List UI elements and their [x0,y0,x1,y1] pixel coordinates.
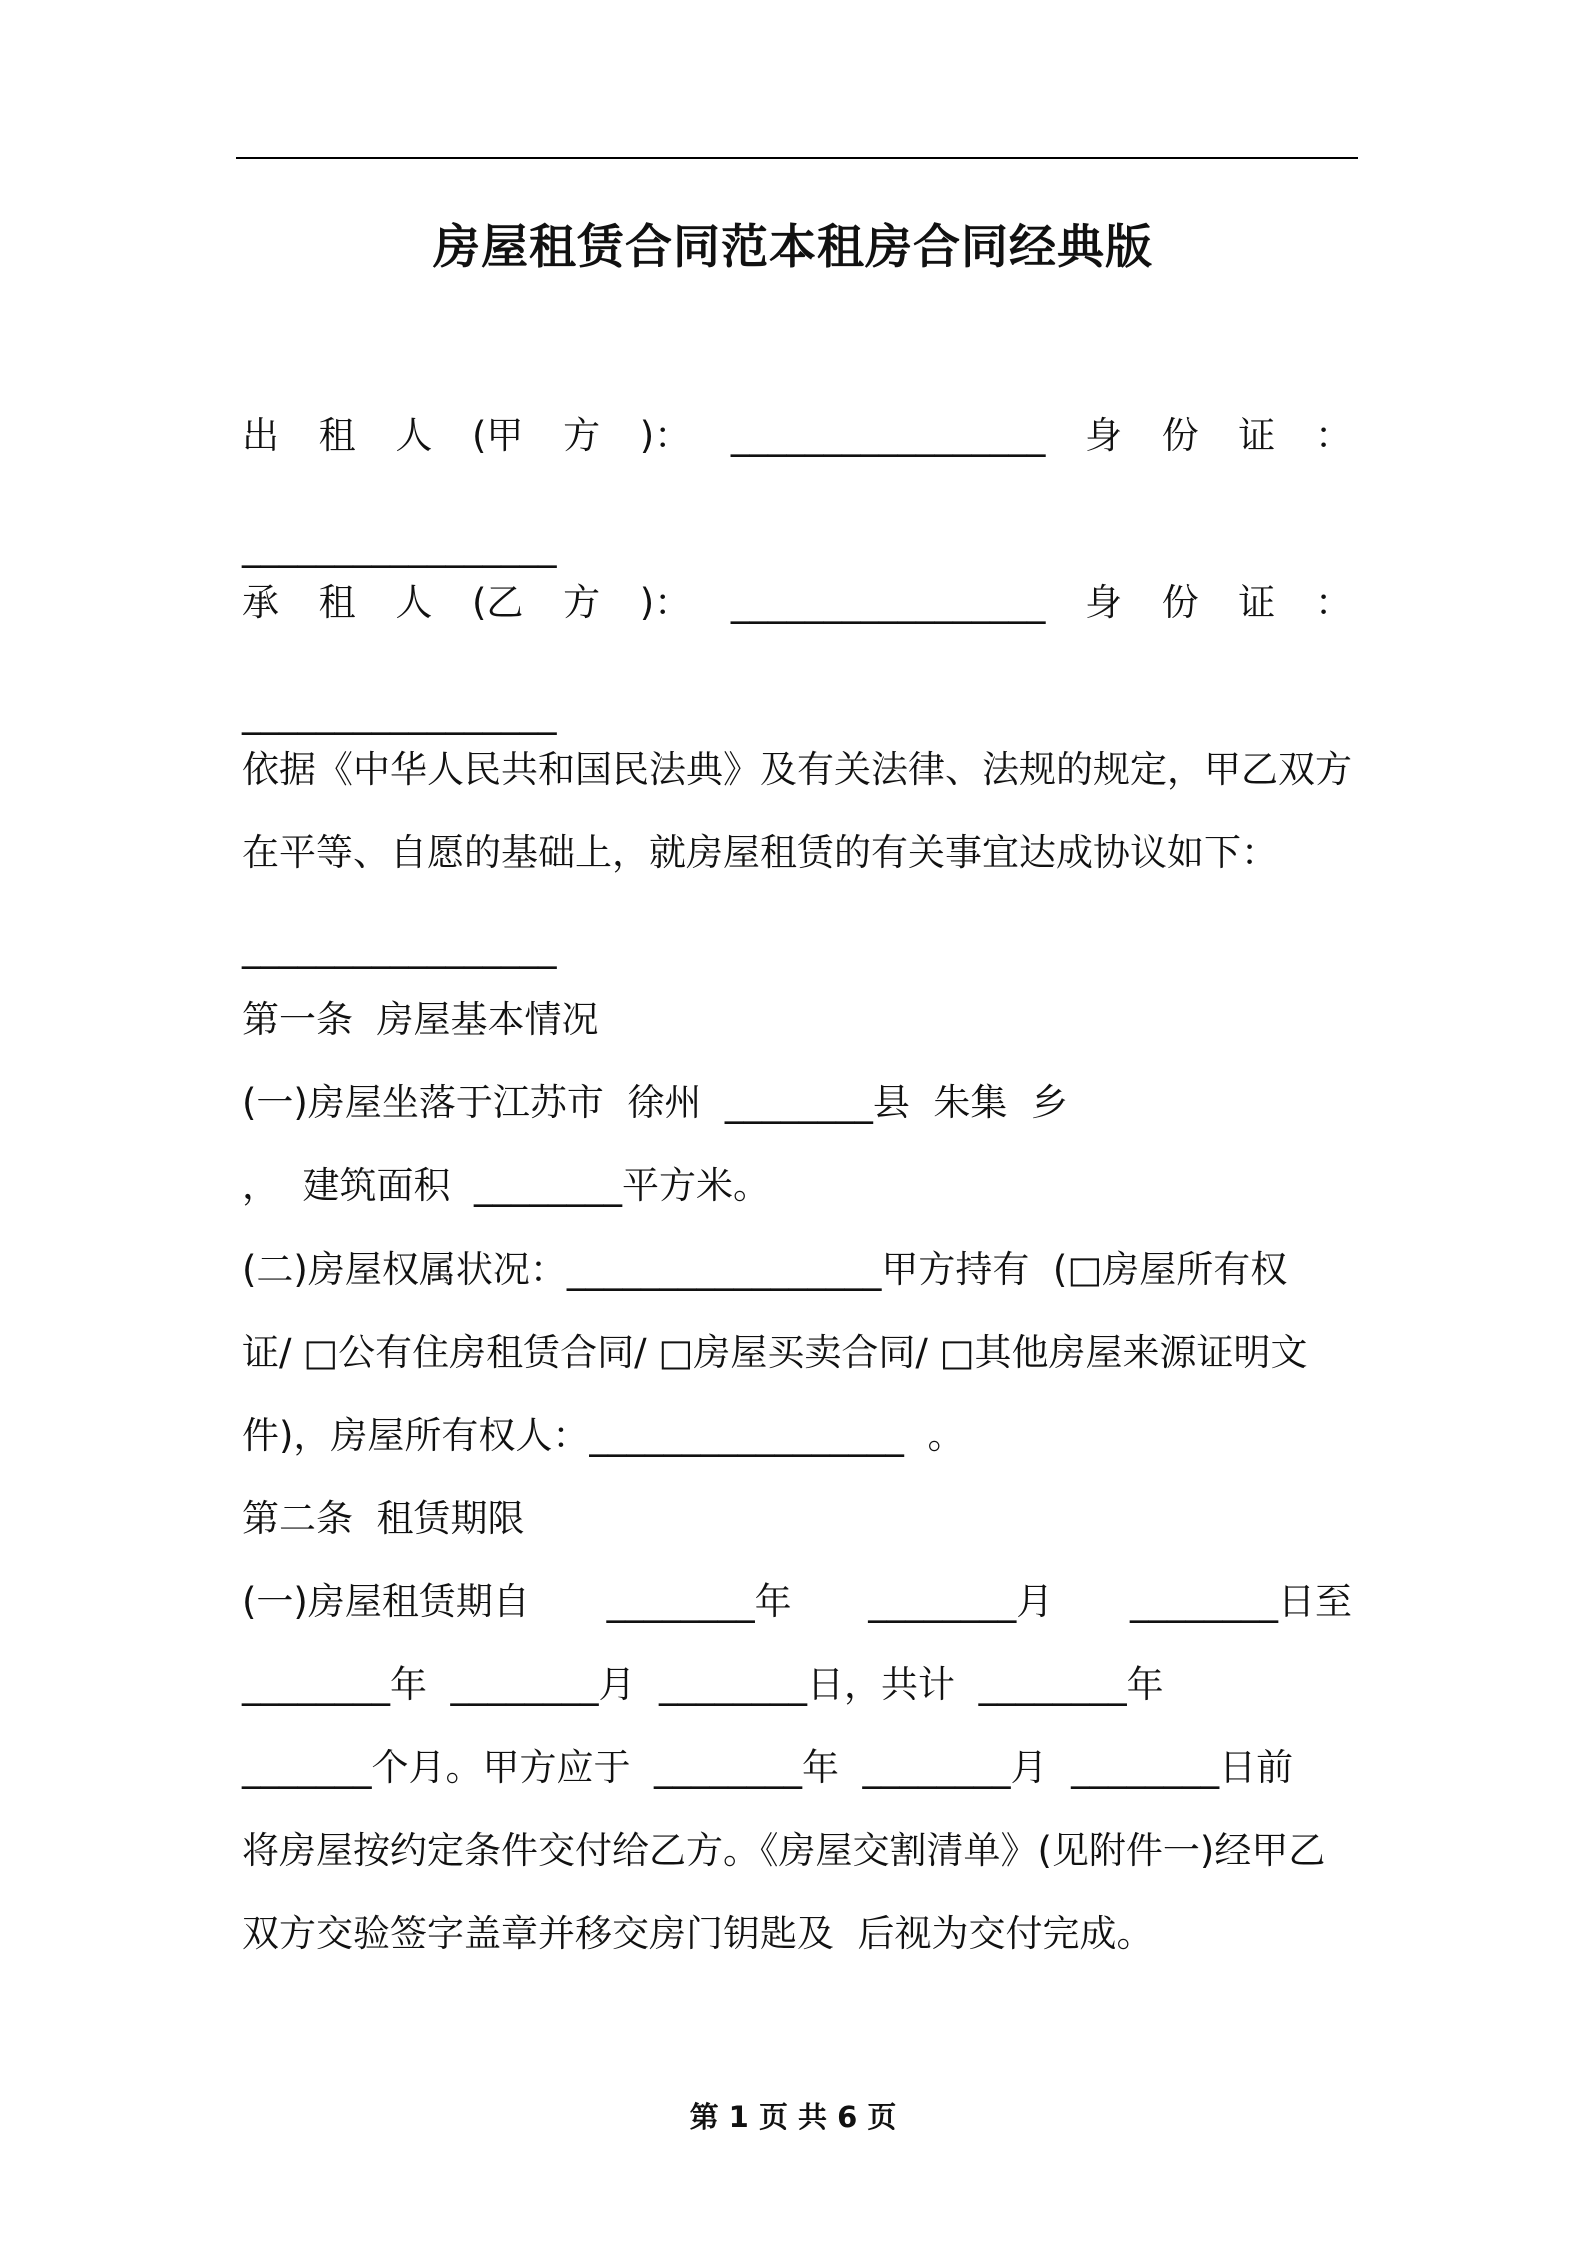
lessee-name-blank[interactable]: _________________ [730,581,1046,624]
lessor-label-char: 人 [395,414,433,457]
lease-term-segment: ________月 [868,1580,1054,1623]
lessee-label-char: 租 [318,581,356,624]
lessee-id-label-char: ： [1314,581,1352,624]
lessee-label-char: 方 [563,581,601,624]
lessor-id-label-char: ： [1314,414,1352,457]
preamble-line: 在平等、自愿的基础上，就房屋租赁的有关事宜达成协议如下： [242,831,1278,874]
lessor-label-char: )： [639,414,692,457]
property-location-line: (一)房屋坐落于江苏市 徐州 ________县 朱集 乡 [242,1081,1068,1124]
lease-term-line: 双方交验签字盖章并移交房门钥匙及 后视为交付完成。 [242,1912,1154,1955]
lessee-label-char: (乙 [471,581,524,624]
article-heading: 第二条 租赁期限 [242,1497,525,1540]
lessee-id-label-char: 份 [1161,581,1199,624]
lessee-id-label-char: 证 [1238,581,1276,624]
lessor-id-blank[interactable]: _________________ [242,525,557,568]
lessee-label-char: )： [639,581,692,624]
lessor-row [242,411,1352,461]
lease-term-segment: (一)房屋租赁期自 [242,1580,530,1623]
lessor-id-label-char: 证 [1238,414,1276,457]
lease-term-line: ________年 ________月 ________日，共计 ________年 [242,1663,1164,1706]
lessee-label-char: 人 [395,581,433,624]
lessor-name-blank[interactable]: _________________ [730,414,1046,457]
lessor-id-label-char: 份 [1161,414,1199,457]
lessee-id-blank[interactable]: _________________ [242,692,557,735]
lease-term-segment: ________日至 [1129,1580,1352,1623]
article-heading: 第一条 房屋基本情况 [242,998,599,1041]
lessee-label-char: 承 [242,581,279,624]
lease-term-segment: ________年 [606,1580,792,1623]
preamble-line: 依据《中华人民共和国民法典》及有关法律、法规的规定，甲乙双方 [242,748,1352,791]
lessor-label-char: (甲 [471,414,524,457]
lessor-label-char: 租 [318,414,356,457]
ownership-line: 证/ □公有住房租赁合同/ □房屋买卖合同/ □其他房屋来源证明文 [242,1331,1308,1374]
ownership-line: 件)，房屋所有权人：_________________ 。 [242,1414,965,1457]
lessee-row [242,578,1352,628]
lessor-id-label-char: 身 [1084,414,1122,457]
lessee-id-label-char: 身 [1084,581,1122,624]
header-rule [236,157,1358,159]
document-title: 房屋租赁合同范本租房合同经典版 [433,220,1153,275]
lessor-label-char: 出 [242,414,279,457]
page-number: 第 1 页 共 6 页 [689,2100,897,2134]
lease-term-line: 将房屋按约定条件交付给乙方。《房屋交割清单》(见附件一)经甲乙 [242,1829,1326,1872]
preamble-blank[interactable]: _________________ [242,926,557,969]
lease-term-line [242,1577,1352,1627]
property-area-line: ， 建筑面积 ________平方米。 [242,1164,771,1207]
lease-term-line: _______个月。甲方应于 ________年 ________月 ________日前 [242,1746,1294,1789]
lessor-label-char: 方 [563,414,601,457]
ownership-line: (二)房屋权属状况：_________________甲方持有 (□房屋所有权 [242,1248,1288,1291]
